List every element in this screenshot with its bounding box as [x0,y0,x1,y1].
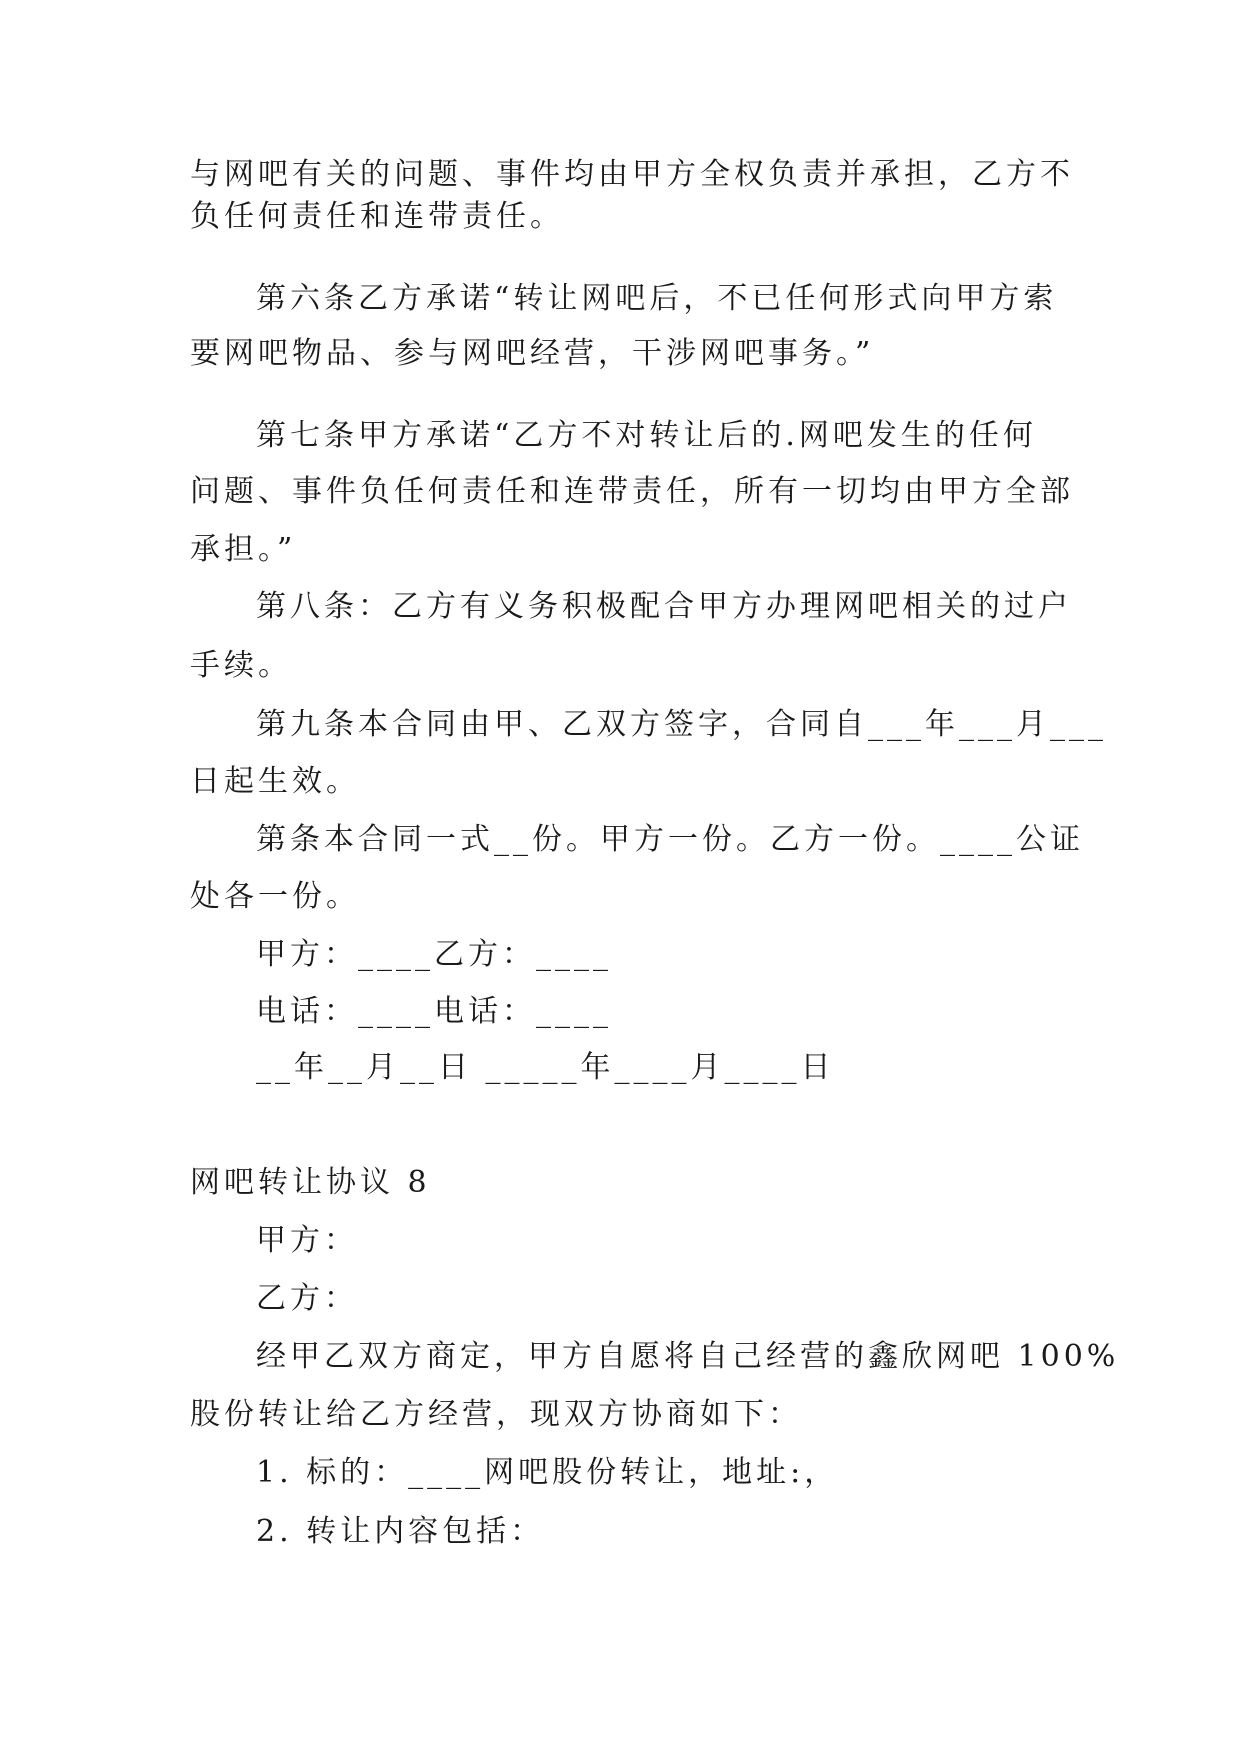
list-item-2: 2. 转让内容包括： [256,1514,545,1549]
signature-party-line: 甲方：____乙方：____ [256,937,612,972]
article-9-line: 第九条本合同由甲、乙双方签字，合同自___年___月___ [256,707,1107,742]
paragraph-line: 股份转让给乙方经营，现双方协商如下： [190,1397,802,1432]
signature-date-line: __年__月__日 _____年____月____日 [256,1050,835,1085]
article-7-line: 第七条甲方承诺“乙方不对转让后的.网吧发生的任何 [256,418,1037,453]
paragraph-line: 手续。 [190,648,292,683]
article-10-line: 第条本合同一式__份。甲方一份。乙方一份。____公证 [256,822,1084,857]
paragraph-line: 与网吧有关的问题、事件均由甲方全权负责并承担，乙方不 [190,157,1074,192]
article-6-line: 第六条乙方承诺“转让网吧后，不已任何形式向甲方索 [256,281,1058,316]
party-a-label: 甲方： [256,1223,358,1258]
section-title: 网吧转让协议 8 [190,1165,431,1200]
paragraph-line: 承担。” [190,532,297,567]
paragraph-line: 日起生效。 [190,764,360,799]
article-8-line: 第八条：乙方有义务积极配合甲方办理网吧相关的过户 [256,589,1072,624]
party-b-label: 乙方： [256,1281,358,1316]
paragraph-line: 负任何责任和连带责任。 [190,199,564,234]
agreement-intro-line: 经甲乙双方商定，甲方自愿将自己经营的鑫欣网吧 100% [256,1339,1120,1374]
paragraph-line: 处各一份。 [190,879,360,914]
paragraph-line: 问题、事件负任何责任和连带责任，所有一切均由甲方全部 [190,474,1074,509]
paragraph-line: 要网吧物品、参与网吧经营，干涉网吧事务。” [190,336,875,371]
list-item-1: 1. 标的：____网吧股份转让，地址:， [256,1455,839,1490]
signature-phone-line: 电话：____电话：____ [256,994,612,1029]
